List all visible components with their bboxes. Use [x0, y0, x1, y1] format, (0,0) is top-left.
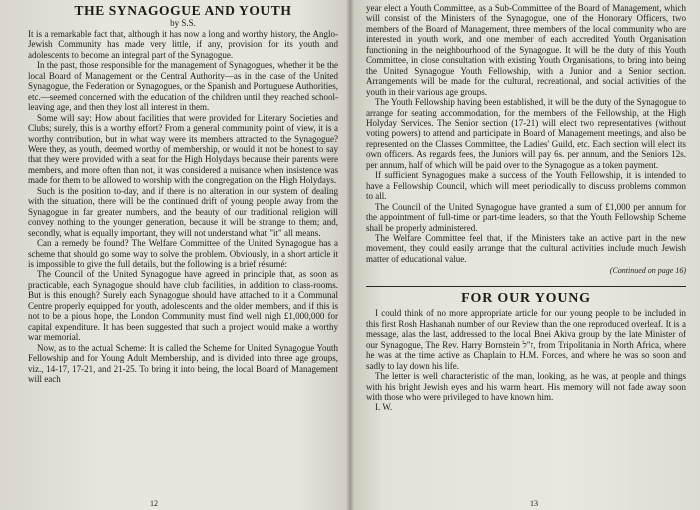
book-gutter	[346, 0, 354, 510]
paragraph: Some will say: How about facilities that were provided for Literary Societies and Clubs; surely, this is a worthy effort? From a general community point of view, it is a worthy contribution, but in what way were its members attracted to the Synagogue? Were they, as youth, deemed worthy of membership, or would it not be honest to say that they were provided with a seat for the High Holydays because their parents were members, and more often than not, it was considered a nuisance when insistence was made for them to be allowed to worship with the congregation on the High Holydays.	[28, 112, 338, 186]
paragraph: It is a remarkable fact that, although it has now a long and worthy history, the Anglo-Jewish Community has made very little, if any, provision for its youth and adolescents to become an integral part of the Synagogue.	[28, 29, 338, 60]
paragraph: If sufficient Synagogues make a success of the Youth Fellowship, it is intended to have a Fellowship Council, which will meet periodically to discuss problems common to all.	[366, 170, 686, 202]
paragraph: Now, as to the actual Scheme: It is called the Scheme for United Synagogue Youth Fellowship and for Young Adult Membership, and is divided into three age groups, viz., 14-17, 17-21, and 21-25. To bring it into being, the local Board of Management will each	[28, 342, 338, 384]
paragraph: In the past, those responsible for the management of Synagogues, whether it be the local Board of Management or the Central Authority—as in the case of the United Synagogue, the Federation or Synagogues, or the Spanish and Portuguese Authorities, etc.—seemed concerned with the education of the children until they reached school-leaving age, and then they lost all interest in them.	[28, 60, 338, 113]
section-title: FOR OUR YOUNG	[461, 291, 591, 307]
paragraph: The Council of the United Synagogue have granted a sum of £1,000 per annum for the appointment of full-time or part-time leaders, so that the Youth Fellowship Scheme shall be properly administered.	[366, 201, 686, 233]
article-title: THE SYNAGOGUE AND YOUTH	[74, 3, 292, 18]
page-number: 12	[150, 499, 158, 508]
paragraph: The Youth Fellowship having been established, it will be the duty of the Synagogue to arrange for seating accommodation, for the members of the Fellowship, at the High Holyday Services. The Senior section (17-21) will elect two representatives (without voting powers) to attend and participate in Board of Management meetings, and also be represented on the Classes Committee, the Ladies' Guild, etc. Each section will elect its own officers. As regards fees, the Juniors will pay 6s. per annum, and the Seniors 12s. per annum, half of which will be paid over to the Synagogue as a token payment.	[366, 97, 686, 170]
paragraph: Such is the position to-day, and if there is no alteration in our system of dealing with the situation, there will be the continued drift of young people away from the Synagogue in far greater numbers, and the beauty of our traditional religion will convey nothing to the younger generation, because it will be strange to them; and, secondly, what is equally important, they will not understand what "it" all means.	[28, 185, 338, 238]
section-divider	[366, 286, 686, 287]
article-byline: by S.S.	[170, 18, 196, 28]
paragraph: The Council of the United Synagogue have agreed in principle that, as soon as practicable, each Synagogue should have club facilities, in addition to class-rooms. But is this enough? Surely each Synagogue should have attached to it a Communal Centre properly equipped for youth, adolescents and the older members, and if this is not to be a pious hope, the London Community must find well nigh £1,000,000 for capital expenditure. It has been suggested that such a project would make a worthy war memorial.	[28, 269, 338, 343]
author-initials: I. W.	[375, 402, 393, 413]
page-number: 13	[530, 499, 538, 508]
paragraph: year elect a Youth Committee, as a Sub-Committee of the Board of Management, which will consist of the Ministers of the Synagogue, one of the Honorary Officers, two members of the Board of Management, three members of the local community who are interested in youth work, and one member of each accredited Youth Organisation functioning in the neighbourhood of the Synagogue. It will be the duty of this Youth Committee, in close consultation with existing Youth Organisations, to bring into being the United Synagogue Youth Fellowship, with a Junior and a Senior section. Arrangements will be made for the cultural, recreational, and social activities of the youth in their various age groups.	[366, 3, 686, 97]
paragraph: The Welfare Committee feel that, if the Ministers take an active part in the new movement, they could easily arrange that the cultural activities include much Jewish matter of educational value.	[366, 232, 686, 264]
paragraph: I could think of no more appropriate article for our young people to be included in this first Rosh Hashanah number of our Review than the one reproduced overleaf. It is a message, alas the last, addressed to the local Bnei Akiva group by the late Minister of our Synagogue, The Rev. Harry Bornstein ז"ל, from Tripolitania in North Africa, where he was at the time active as Chaplain to H.M. Forces, and where he was so soon and sadly to lay down his life.	[366, 308, 686, 371]
continued-note: (Continued on page 16)	[609, 266, 686, 276]
paragraph: The letter is well characteristic of the man, looking, as he was, at people and things with his bright Jewish eyes and his warm heart. His memory will not fade away soon with those who were privileged to have known him.	[366, 371, 686, 402]
paragraph: Can a remedy be found? The Welfare Committee of the United Synagogue has a scheme that should go some way to solve the problem. Obviously, in a short article it is impossible to give the full details, but the following is a brief résumé:	[28, 238, 338, 269]
right-page	[350, 0, 700, 510]
